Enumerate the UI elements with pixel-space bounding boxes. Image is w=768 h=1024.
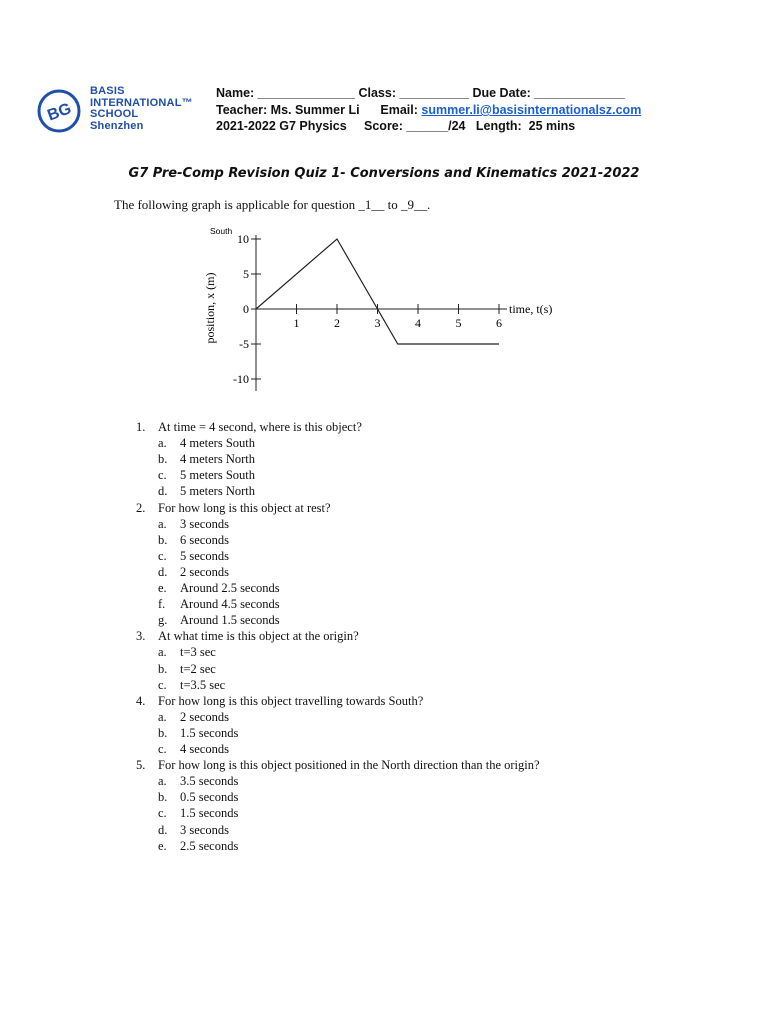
school-logo-letters: BG	[45, 100, 74, 125]
option-letter: a.	[158, 774, 167, 789]
question-number: 2.	[136, 500, 146, 515]
y-tick-label: -10	[233, 372, 249, 386]
y-axis-label: position, x (m)	[203, 272, 217, 344]
question-text: At what time is this object at the origin?	[158, 629, 359, 644]
option-text: 4 seconds	[180, 742, 229, 756]
option-text: 1.5 seconds	[180, 806, 239, 821]
option-letter: a.	[158, 645, 167, 660]
option-letter: a.	[158, 436, 167, 451]
y-tick-label: 5	[243, 267, 249, 281]
option-text: 2 seconds	[180, 709, 229, 724]
option-text: t=2 sec	[180, 661, 216, 676]
y-tick-label: -5	[239, 337, 249, 351]
option-letter: d.	[158, 484, 168, 499]
school-logo-mark	[36, 88, 82, 134]
option-letter: b.	[158, 790, 168, 805]
option-letter: c.	[158, 806, 167, 821]
option-text: t=3.5 sec	[180, 677, 226, 692]
question-text: At time = 4 second, where is this object?	[158, 420, 362, 434]
option-text: 5 meters South	[180, 468, 255, 483]
option-letter: a.	[158, 516, 167, 531]
option-text: 3 seconds	[180, 822, 229, 837]
question-number: 3.	[136, 629, 146, 644]
graph-annotation-south: South	[210, 226, 233, 236]
option-letter: a.	[158, 709, 167, 724]
option-text: 5 seconds	[180, 548, 229, 563]
option-text: 2 seconds	[180, 564, 229, 579]
option-text: t=3 sec	[180, 645, 216, 660]
option-text: 3 seconds	[180, 516, 229, 531]
header-teacher-email	[216, 103, 641, 117]
position-time-graph	[198, 222, 568, 397]
option-text: Around 1.5 seconds	[180, 613, 280, 628]
x-axis-label: time, t(s)	[509, 302, 553, 316]
school-name	[90, 86, 193, 132]
option-letter: b.	[158, 661, 168, 676]
option-text: 6 seconds	[180, 532, 229, 547]
option-letter: c.	[158, 468, 167, 483]
y-tick-label: 10	[237, 232, 249, 246]
option-letter: g.	[158, 613, 168, 628]
option-letter: d.	[158, 564, 168, 579]
question-text: For how long is this object at rest?	[158, 500, 331, 515]
x-tick-label: 6	[496, 316, 502, 330]
question-number: 4.	[136, 693, 146, 708]
y-tick-label: 0	[243, 302, 249, 316]
option-text: Around 4.5 seconds	[180, 597, 280, 612]
option-letter: f.	[158, 597, 166, 612]
email-link[interactable]: summer.li@basisinternationalsz.com	[421, 103, 642, 117]
option-text: Around 2.5 seconds	[180, 581, 280, 595]
x-tick-label: 3	[374, 316, 381, 330]
option-letter: b.	[158, 452, 168, 467]
header-course-score: 2021-2022 G7 Physics Score: ______/24 Length: 25 mins	[216, 119, 576, 133]
option-text: 2.5 seconds	[180, 838, 239, 853]
question-number: 5.	[136, 758, 146, 773]
school-logo	[36, 86, 206, 136]
header-name-class-due: Name: ______________ Class: __________ Due Date: _____________	[216, 86, 625, 100]
option-letter: e.	[158, 838, 167, 853]
school-name-line: INTERNATIONAL™	[90, 96, 193, 109]
school-name-line: BASIS	[90, 85, 125, 97]
option-text: 3.5 seconds	[180, 774, 239, 789]
option-text: 1.5 seconds	[180, 725, 239, 740]
question-text: For how long is this object travelling towards South?	[158, 693, 424, 708]
x-tick-label: 4	[415, 316, 421, 330]
option-letter: c.	[158, 742, 167, 756]
question-text: For how long is this object positioned in the North direction than the origin?	[158, 758, 540, 773]
school-name-line: SCHOOL	[90, 108, 139, 120]
option-text: 5 meters North	[180, 484, 255, 499]
option-text: 4 meters North	[180, 452, 255, 467]
option-letter: b.	[158, 532, 168, 547]
option-letter: c.	[158, 548, 167, 563]
x-tick-label: 2	[334, 316, 340, 330]
graph-intro: The following graph is applicable for question _1__ to _9__.	[114, 197, 431, 212]
x-tick-label: 5	[455, 316, 462, 330]
header-email-label: Email:	[380, 103, 422, 117]
school-name-line: Shenzhen	[90, 119, 144, 132]
option-letter: c.	[158, 677, 167, 692]
option-text: 0.5 seconds	[180, 790, 239, 805]
question-number: 1.	[136, 420, 146, 434]
quiz-title: G7 Pre-Comp Revision Quiz 1- Conversions and Kinematics 2021-2022	[128, 166, 640, 181]
option-text: 4 meters South	[180, 436, 255, 451]
option-letter: d.	[158, 822, 168, 837]
option-letter: e.	[158, 581, 167, 595]
option-letter: b.	[158, 725, 168, 740]
x-tick-label: 1	[293, 316, 300, 330]
header-teacher: Teacher: Ms. Summer Li	[216, 103, 360, 117]
